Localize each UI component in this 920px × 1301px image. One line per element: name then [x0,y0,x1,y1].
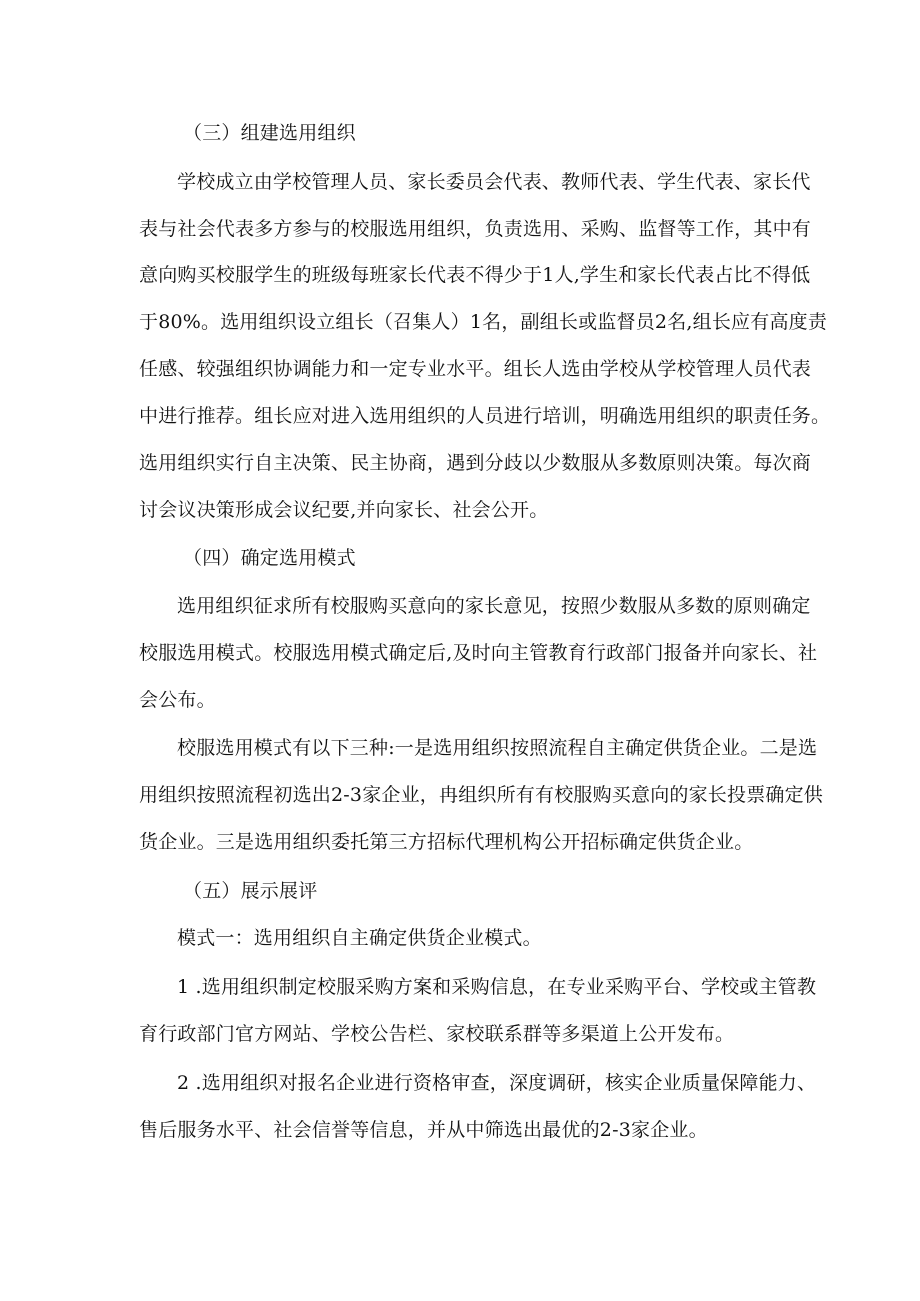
paragraph-line: 于80%。选用组织设立组长（召集人）1名，副组长或监督员2名,组长应有高度责 [139,311,828,333]
section-heading-3: （三）组建选用组织 [183,122,356,144]
paragraph-line: 货企业。三是选用组织委托第三方招标代理机构公开招标确定供货企业。 [139,831,754,853]
paragraph-line: 意向购买校服学生的班级每班家长代表不得少于1人,学生和家长代表占比不得低 [139,264,811,286]
list-item-2-line: 售后服务水平、社会信誉等信息，并从中筛选出最优的2-3家企业。 [139,1119,708,1141]
paragraph-line: 校服选用模式有以下三种:一是选用组织按照流程自主确定供货企业。二是选 [177,737,818,759]
paragraph-line: 用组织按照流程初选出2-3家企业，冉组织所有有校服购买意向的家长投票确定供 [139,784,823,806]
paragraph-line: 表与社会代表多方参与的校服选用组织，负责选用、采购、监督等工作，其中有 [139,218,812,240]
paragraph-line: 讨会议决策形成会议纪要,并向家长、社会公开。 [139,499,549,521]
paragraph-line: 中进行推荐。组长应对进入选用组织的人员进行培训，明确选用组织的职责任务。 [139,405,831,427]
list-item-2-line: 2 .选用组织对报名企业进行资格审查，深度调研，核实企业质量保障能力、 [177,1072,817,1094]
section-heading-5: （五）展示展评 [183,880,318,902]
paragraph-line: 学校成立由学校管理人员、家长委员会代表、教师代表、学生代表、家长代 [177,171,811,193]
section-heading-4: （四）确定选用模式 [183,547,356,569]
paragraph-line: 校服选用模式。校服选用模式确定后,及时向主管教育行政部门报备并向家长、社 [139,642,818,664]
paragraph-line: 选用组织征求所有校服购买意向的家长意见，按照少数服从多数的原则确定 [177,595,811,617]
paragraph-line: 会公布。 [139,689,216,711]
list-item-1-line: 1 .选用组织制定校服采购方案和采购信息，在专业采购平台、学校或主管教 [177,976,817,998]
list-item-1-line: 育行政部门官方网站、学校公告栏、家校联系群等多渠道上公开发布。 [139,1023,735,1045]
mode-one-title: 模式一：选用组织自主确定供货企业模式。 [177,927,542,949]
paragraph-line: 选用组织实行自主决策、民主协商，遇到分歧以少数服从多数原则决策。每次商 [139,452,812,474]
paragraph-line: 任感、较强组织协调能力和一定专业水平。组长人选由学校从学校管理人员代表 [139,358,812,380]
